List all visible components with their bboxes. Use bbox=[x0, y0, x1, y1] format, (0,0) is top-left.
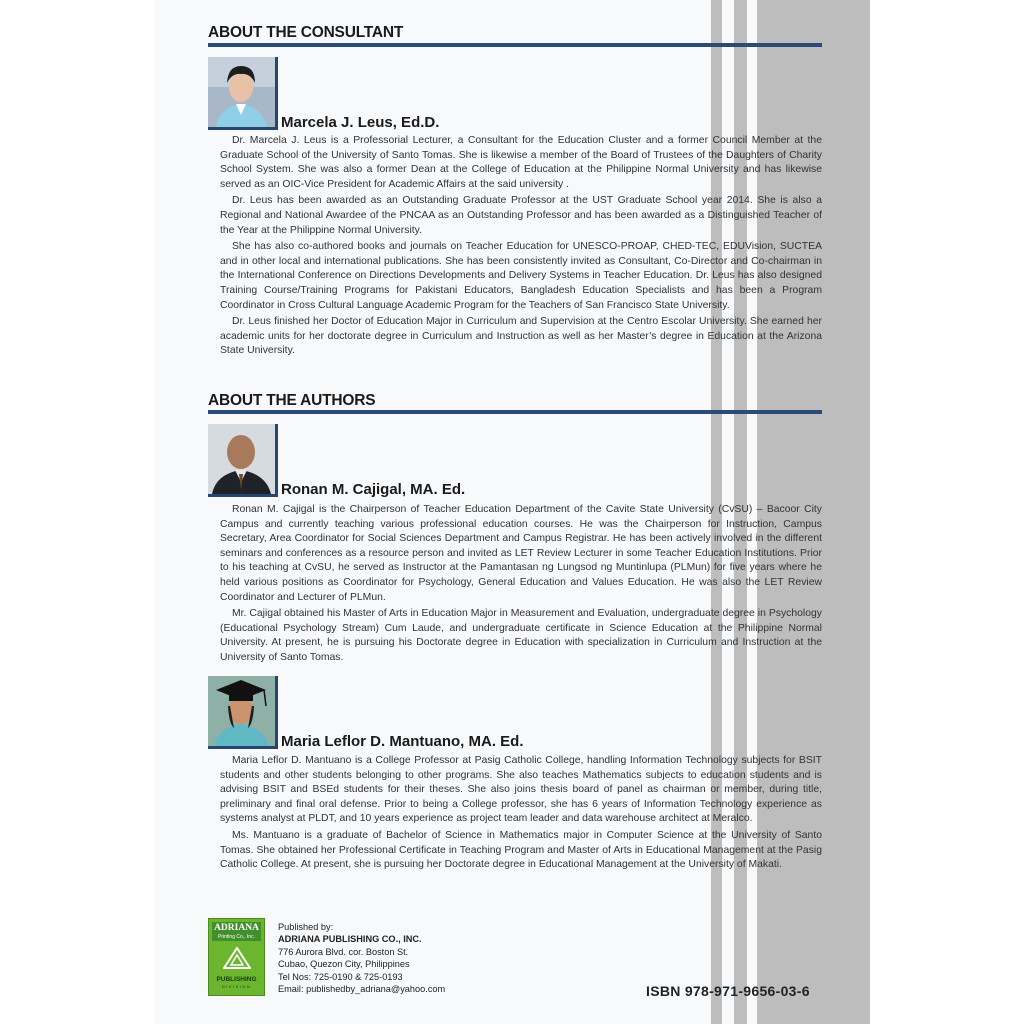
isbn: ISBN 978-971-9656-03-6 bbox=[646, 983, 810, 999]
author-photo-mantuano bbox=[208, 676, 278, 749]
author-name-mantuano: Maria Leflor D. Mantuano, MA. Ed. bbox=[281, 733, 524, 750]
bio-paragraph: Dr. Leus has been awarded as an Outstanding Graduate Professor at the UST Graduate School year 2014. She is also a Regional and National Awardee of the PNCAA as an Outstanding Professor and has been awarded as a Distinguished Teacher of the Year at the Philippine Normal University. bbox=[220, 195, 822, 236]
author-bio-mantuano bbox=[220, 754, 822, 875]
logo-name: ADRIANA bbox=[214, 923, 259, 933]
authors-section-title: ABOUT THE AUTHORS bbox=[208, 392, 376, 409]
section-rule bbox=[208, 43, 822, 47]
publisher-tel: Tel Nos: 725-0190 & 725-0193 bbox=[278, 971, 403, 982]
author-name-cajigal: Ronan M. Cajigal, MA. Ed. bbox=[281, 481, 466, 498]
section-rule bbox=[208, 410, 822, 414]
logo-banner bbox=[212, 922, 261, 941]
bio-paragraph: Ms. Mantuano is a graduate of Bachelor of Science in Mathematics major in Computer Science at the University of Santo Tomas. She obtained her Professional Certificate in Teaching Program and Master of Arts in Educational Management at the Pasig Catholic College. At present, she is pursuing her Doctorate degree in Educational Management at the University of Makati. bbox=[220, 829, 822, 871]
publisher-info bbox=[278, 921, 445, 995]
bio-paragraph: Mr. Cajigal obtained his Master of Arts in Education Major in Measurement and Evaluation, undergraduate degree in Psychology (Educational Psychology Stream) Cum Laude, and undergraduate certificate in Science Education at the Philippine Normal University. At present, he is pursuing his Doctorate degree in Education with specialization in Curriculum and Instruction at the University of Santo Tomas. bbox=[220, 608, 822, 663]
author-bio-cajigal bbox=[220, 503, 822, 668]
publisher-email: Email: publishedby_adriana@yahoo.com bbox=[278, 984, 446, 995]
bio-paragraph: Dr. Leus finished her Doctor of Education Major in Curriculum and Supervision at the Centro Escolar University. She earned her academic units for her doctorate degree in Curriculum and Instruction as well as her Master’s degree in Education at the Arizona State University. bbox=[220, 316, 822, 357]
logo-subtitle: Printing Co., Inc. bbox=[218, 934, 255, 940]
consultant-name: Marcela J. Leus, Ed.D. bbox=[281, 114, 440, 131]
logo-division: PUBLISHING bbox=[216, 976, 257, 983]
logo-division-sub: DIVISION bbox=[221, 984, 252, 989]
publisher-address-2: Cubao, Quezon City, Philippines bbox=[278, 959, 410, 970]
publisher-company: ADRIANA PUBLISHING CO., INC. bbox=[278, 934, 422, 945]
bio-paragraph: Dr. Marcela J. Leus is a Professorial Lecturer, a Consultant for the Education Cluster and a former Council Member at the Graduate School of the University of Santo Tomas. She is likewise a member of the Board of Trustees of the Daughters of Charity School System. She was also a former Dean at the College of Education at the Philippine Normal University and has likewise served as an OIC-Vice President for Academic Affairs at the said university . bbox=[220, 135, 822, 190]
bio-paragraph: Maria Leflor D. Mantuano is a College Professor at Pasig Catholic College, handling Information Technology subjects for BSIT students and other students belonging to other programs. She also teaches Mathematics subjects to education students and is advising BSIT and BSEd students for their theses. She also joins thesis board of panel as chairman or member, during title, preliminary and final oral defense. Prior to being a College professor, she has 6 years of Information Technology experience as systems analyst at PLDT, and 10 years experience as project team leader and data warehouse architect at Meralco. bbox=[220, 755, 822, 825]
publisher-address-1: 776 Aurora Blvd. cor. Boston St. bbox=[278, 946, 409, 957]
published-by-label: Published by: bbox=[278, 922, 334, 932]
author-photo-cajigal bbox=[208, 424, 278, 497]
left-margin bbox=[0, 0, 155, 1024]
triangle-logo-icon bbox=[209, 947, 264, 974]
consultant-photo bbox=[208, 57, 278, 130]
consultant-bio bbox=[220, 134, 822, 361]
publisher-logo bbox=[208, 918, 265, 996]
bio-paragraph: Ronan M. Cajigal is the Chairperson of Teacher Education Department of the Cavite State University (CvSU) – Bacoor City Campus and currently teaching various professional education courses. He was the Chairperson for Instruction, Campus Secretary, Area Coordinator for Social Sciences Department and Campus Registrar. He has been actively involved in the different seminars and conferences as a resource person and invited as LET Review Lecturer in some Teacher Education Institutions. Prior to his teaching at CvSU, he served as Instructor at the Pamantasan ng Lungsod ng Muntinlupa (PLMun) for five years where he held various positions as Coordinator for Psychology, General Education and Values Education. He was also the LET Review Coordinator and Lecturer of PLMun. bbox=[220, 504, 822, 603]
consultant-section-title: ABOUT THE CONSULTANT bbox=[208, 24, 404, 41]
bio-paragraph: She has also co-authored books and journals on Teacher Education for UNESCO-PROAP, CHED-TEC, EDUVision, SUCTEA and in other local and international publications. She has been consistently invited as Consultant, Co-Director and Co-chairman in the International Conference on Directions Developments and Delivery Systems in Teacher Education. Dr. Leus has also designed Training Course/Training Programs for Pakistani Educators, Bangladesh Education Specialists and has been a Program Coordinator in Cross Cultural Language Academic Program for the Teachers of San Francisco State University. bbox=[220, 241, 822, 311]
right-margin bbox=[870, 0, 1024, 1024]
